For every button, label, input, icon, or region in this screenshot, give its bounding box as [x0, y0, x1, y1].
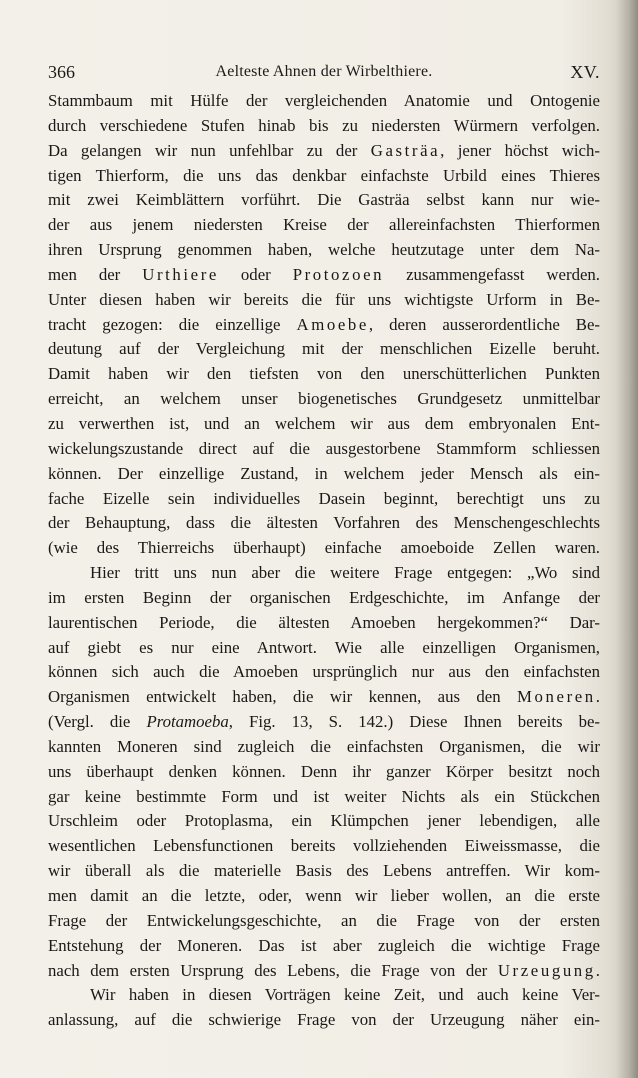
text-line: [48, 685, 600, 710]
spaced-term: Protozoen: [292, 264, 385, 284]
text-line: auf giebt es nur eine Antwort. Wie alle einzelligen Organismen,: [48, 637, 600, 657]
text-line: der Behauptung, dass die ältesten Vorfahren des Menschengeschlechts: [48, 513, 600, 533]
page-header: [48, 62, 600, 84]
text-line: [48, 710, 600, 735]
page-edge-shadow: [616, 0, 638, 1078]
text-line: Damit haben wir den tiefsten von den unerschütterlichen Punkten: [48, 364, 600, 384]
spaced-term: Amoebe: [296, 314, 369, 334]
text-run: tracht gezogen: die einzellige: [48, 314, 297, 334]
italic-term: Protamoeba: [146, 712, 229, 732]
text-line: wir überall als die materielle Basis des Lebens antreffen. Wir kom-: [48, 861, 600, 881]
text-line: durch verschiedene Stufen hinab bis zu niedersten Würmern verfolgen.: [48, 115, 600, 135]
text-line: [48, 263, 600, 288]
text-line: zu verwerthen ist, und an welchem wir aus dem embryonalen Ent-: [48, 413, 600, 433]
text-line: ihren Ursprung genommen haben, welche heutzutage unter dem Na-: [48, 240, 600, 260]
text-line: können. Der einzellige Zustand, in welchem jeder Mensch als ein-: [48, 463, 600, 483]
spaced-term: Moneren: [517, 687, 596, 707]
text-line: im ersten Beginn der organischen Erdgeschichte, im Anfange der: [48, 587, 600, 607]
text-line: men damit an die letzte, oder, wenn wir lieber wollen, an die erste: [48, 886, 600, 905]
text-line: Entstehung der Moneren. Das ist aber zugleich die wichtige Frage: [48, 935, 600, 955]
page-number: 366: [48, 62, 75, 82]
text-line: der aus jenem niedersten Kreise der allereinfachsten Thierformen: [48, 215, 600, 235]
text-line: Frage der Entwickelungsgeschichte, an die Frage von der ersten: [48, 910, 600, 930]
text-line: Wir haben in diesen Vorträgen keine Zeit, und auch keine Ver-: [90, 985, 600, 1005]
running-title: Aelteste Ahnen der Wirbelthiere.: [215, 63, 433, 80]
text-line: erreicht, an welchem unser biogenetisches Grundgesetz unmittelbar: [48, 389, 600, 409]
chapter-number: XV.: [570, 62, 600, 82]
text-line: [48, 959, 600, 984]
text-run: Organismen entwickelt haben, die wir kennen, aus den: [48, 687, 518, 707]
text-run: oder: [218, 264, 293, 284]
text-line: deutung auf der Vergleichung mit der menschlichen Eizelle beruht.: [48, 339, 600, 359]
spaced-term: Gasträa: [370, 140, 441, 160]
text-line: [48, 139, 600, 164]
text-line: Urschleim oder Protoplasma, ein Klümpchen jener lebendigen, alle: [48, 811, 600, 831]
spaced-term: Urthiere: [142, 264, 219, 284]
text-line: Stammbaum mit Hülfe der vergleichenden Anatomie und Ontogenie: [48, 91, 600, 110]
text-line: tigen Thierform, die uns das denkbar einfachste Urbild eines Thieres: [48, 165, 600, 185]
text-line: laurentischen Periode, die ältesten Amoeben hergekommen?“ Dar-: [48, 612, 600, 632]
text-line: gar keine bestimmte Form und ist weiter Nichts als ein Stückchen: [48, 786, 600, 806]
text-line: können sich auch die Amoeben ursprünglich nur aus den einfachsten: [48, 662, 600, 682]
text-run: Da gelangen wir nun unfehlbar zu der: [48, 140, 371, 160]
text-line: wesentlichen Lebensfunctionen bereits vollziehenden Eiweissmasse, die: [48, 836, 600, 856]
text-line: kannten Moneren sind zugleich die einfachsten Organismen, die wir: [48, 736, 600, 756]
text-line: Unter diesen haben wir bereits die für uns wichtigste Urform in Be-: [48, 289, 600, 309]
text-line: uns überhaupt denken können. Denn ihr ganzer Körper besitzt noch: [48, 761, 600, 781]
text-line: fache Eizelle sein individuelles Dasein beginnt, berechtigt uns zu: [48, 488, 600, 508]
body-text: [48, 89, 600, 1033]
text-run: zusammengefasst werden.: [384, 264, 600, 284]
text-line: anlassung, auf die schwierige Frage von der Urzeugung näher ein-: [48, 1010, 600, 1030]
text-run: .: [595, 960, 600, 980]
text-line: wickelungszustande direct auf die ausgestorbene Stammform schliessen: [48, 438, 600, 458]
text-line: mit zwei Keimblättern vorführt. Die Gasträa selbst kann nur wie-: [48, 190, 600, 210]
text-run: men der: [48, 264, 143, 284]
text-run: nach dem ersten Ursprung des Lebens, die Frage von der: [48, 960, 498, 980]
text-line: (wie des Thierreichs überhaupt) einfache amoeboide Zellen waren.: [48, 538, 600, 558]
text-run: , jener höchst wich-: [440, 140, 600, 160]
text-run: , Fig. 13, S. 142.) Diese Ihnen bereits be-: [228, 712, 600, 732]
text-run: .: [595, 687, 600, 707]
text-run: , deren ausserordentliche Be-: [368, 314, 600, 334]
text-line: Hier tritt uns nun aber die weitere Frage entgegen: „Wo sind: [90, 563, 600, 583]
text-run: (Vergl. die: [48, 712, 147, 732]
text-line: [48, 313, 600, 338]
spaced-term: Urzeugung: [497, 960, 596, 980]
